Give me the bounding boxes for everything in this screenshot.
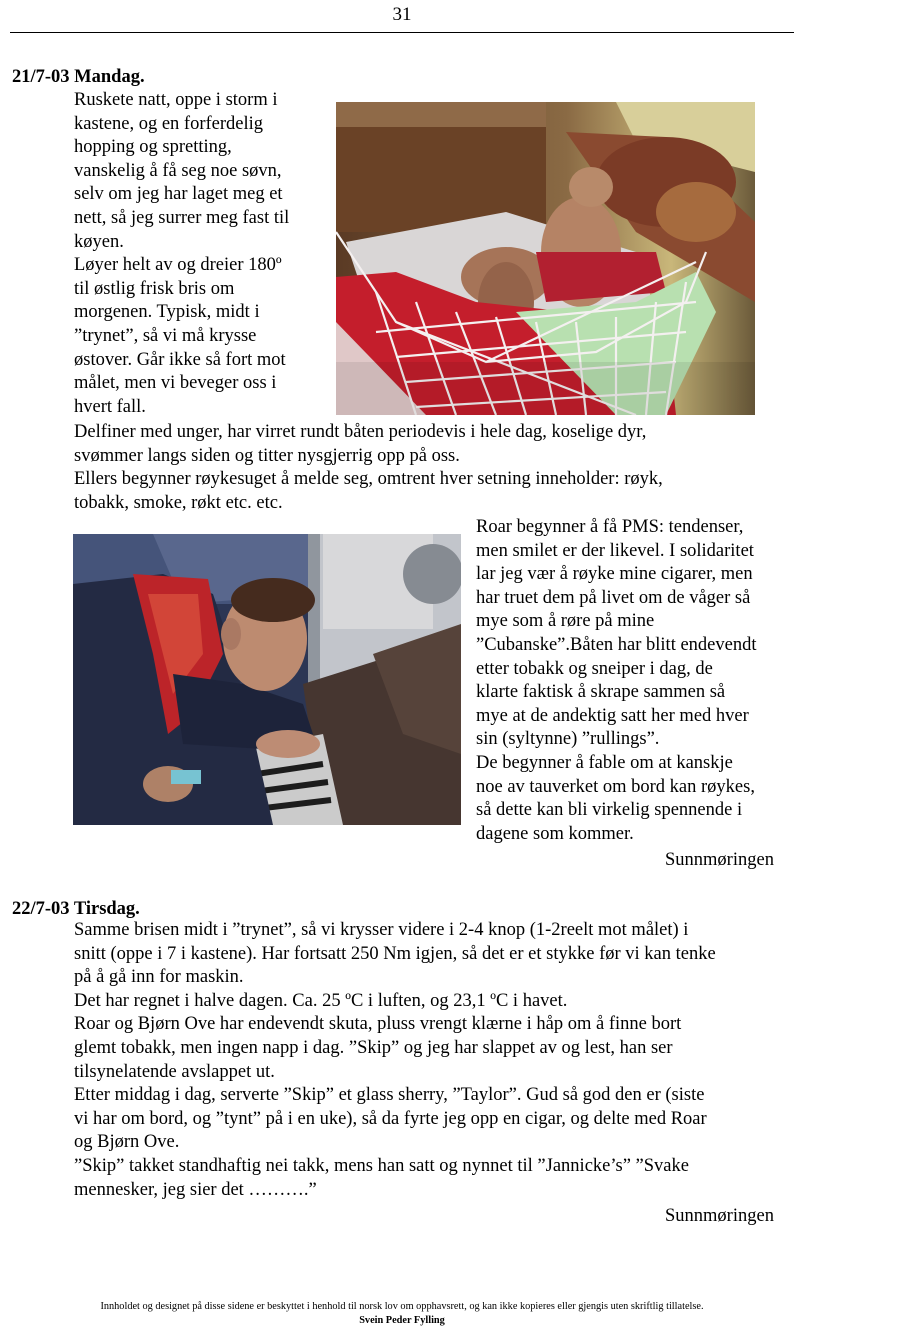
- entry-heading-mandag: 21/7-03 Mandag.: [12, 67, 145, 87]
- text-line: mye at de andektig satt her med hver: [476, 705, 749, 726]
- text-line: noe av tauverket om bord kan røykes,: [476, 776, 755, 797]
- text-line: snitt (oppe i 7 i kastene). Har fortsatt 250 Nm igjen, så det er et stykke før vi kan tenke: [74, 943, 716, 964]
- text-line: tilsynelatende avslappet ut.: [74, 1061, 275, 1082]
- text-line: men smilet er der likevel. I solidaritet: [476, 540, 754, 561]
- text-line: ”Skip” takket standhaftig nei takk, mens han satt og nynnet til ”Jannicke’s” ”Svake: [74, 1155, 689, 1176]
- photo-bunk-sleeping: [336, 102, 755, 415]
- text-line: ”trynet”, så vi må krysse: [74, 325, 257, 346]
- text-line: Samme brisen midt i ”trynet”, så vi krysser videre i 2-4 knop (1-2reelt mot målet) i: [74, 920, 689, 940]
- header-rule: [10, 32, 794, 33]
- text-line: nett, så jeg surrer meg fast til: [74, 207, 290, 228]
- entry1-right-column: [476, 516, 757, 846]
- text-line: klarte faktisk å skrape sammen så: [476, 682, 726, 703]
- footer-author: Svein Peder Fylling: [359, 1315, 445, 1326]
- text-line: til østlig frisk bris om: [74, 278, 235, 299]
- text-line: og Bjørn Ove.: [74, 1132, 180, 1153]
- text-line: østover. Går ikke så fort mot: [74, 349, 286, 370]
- text-line: morgenen. Typisk, midt i: [74, 302, 260, 323]
- text-line: ”Cubanske”.Båten har blitt endevendt: [476, 634, 757, 655]
- entry-heading-tirsdag: 22/7-03 Tirsdag.: [12, 899, 140, 919]
- text-line: så dette kan bli virkelig spennende i: [476, 800, 743, 821]
- entry1-signature: Sunnmøringen: [665, 850, 774, 870]
- page-number: 31: [392, 4, 412, 25]
- text-line: sin (syltynne) ”rullings”.: [476, 729, 660, 750]
- text-line: dagene som kommer.: [476, 823, 634, 844]
- text-line: De begynner å fable om at kanskje: [476, 752, 733, 773]
- text-line: Løyer helt av og dreier 180º: [74, 255, 282, 276]
- entry1-full-width-text: [74, 421, 663, 515]
- text-line: kastene, og en forferdelig: [74, 113, 264, 134]
- footer-copyright: Innholdet og designet på disse sidene er beskyttet i henhold til norsk lov om opphavsrett, og kan ikke kopieres eller gjengis uten skriftlig tillatelse.: [100, 1301, 704, 1312]
- text-line: Delfiner med unger, har virret rundt båten periodevis i hele dag, koselige dyr,: [74, 422, 647, 442]
- text-line: Roar begynner å få PMS: tendenser,: [476, 517, 744, 537]
- text-line: hopping og spretting,: [74, 137, 232, 158]
- text-line: hvert fall.: [74, 396, 146, 417]
- text-line: lar jeg vær å røyke mine cigarer, men: [476, 564, 753, 585]
- text-line: tobakk, smoke, røkt etc. etc.: [74, 492, 283, 513]
- text-line: Ellers begynner røykesuget å melde seg, omtrent hver setning inneholder: røyk,: [74, 469, 663, 490]
- text-line: mennesker, jeg sier det ……….”: [74, 1179, 317, 1200]
- text-line: mye som å røre på mine: [476, 611, 655, 632]
- photo-man-in-cockpit: [73, 534, 461, 825]
- text-line: målet, men vi beveger oss i: [74, 373, 277, 394]
- text-line: Det har regnet i halve dagen. Ca. 25 ºC i luften, og 23,1 ºC i havet.: [74, 990, 568, 1011]
- text-line: køyen.: [74, 231, 124, 252]
- text-line: vi har om bord, og ”tynt” på i en uke), så da fyrte jeg opp en cigar, og delte med Roar: [74, 1108, 707, 1129]
- text-line: på å gå inn for maskin.: [74, 967, 244, 988]
- text-line: Roar og Bjørn Ove har endevendt skuta, pluss vrengt klærne i håp om å finne bort: [74, 1014, 682, 1035]
- text-line: selv om jeg har laget meg et: [74, 184, 283, 205]
- text-line: svømmer langs siden og titter nysgjerrig opp på oss.: [74, 445, 460, 466]
- text-line: etter tobakk og sneiper i dag, de: [476, 658, 713, 679]
- entry2-text: [74, 919, 716, 1202]
- entry2-signature: Sunnmøringen: [665, 1206, 774, 1226]
- text-line: glemt tobakk, men ingen napp i dag. ”Skip” og jeg har slappet av og lest, han ser: [74, 1037, 673, 1058]
- text-line: vanskelig å få seg noe søvn,: [74, 160, 282, 181]
- text-line: Etter middag i dag, serverte ”Skip” et glass sherry, ”Taylor”. Gud så god den er (siste: [74, 1085, 705, 1106]
- text-line: Ruskete natt, oppe i storm i: [74, 90, 278, 110]
- text-line: har truet dem på livet om de våger så: [476, 587, 751, 608]
- entry1-left-column: [74, 89, 289, 419]
